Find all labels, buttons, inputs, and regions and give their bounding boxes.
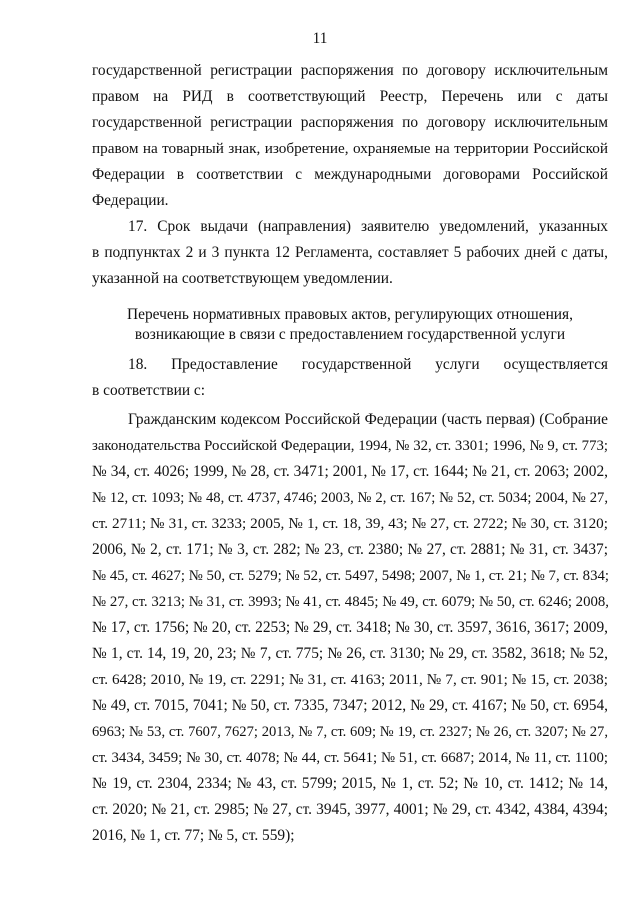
text-line: № 17, ст. 1756; № 20, ст. 2253; № 29, ст. 3418; № 30, ст. 3597, 3616, 3617; 2009, — [92, 619, 608, 636]
text-line: Федерации в соответствии с международными договорами Российской — [92, 166, 608, 183]
text-line: № 27, ст. 3213; № 31, ст. 3993; № 41, ст. 4845; № 49, ст. 6079; № 50, ст. 6246; 2008, — [92, 594, 609, 610]
text-line: 2016, № 1, ст. 77; № 5, ст. 559); — [92, 827, 295, 844]
heading-line: Перечень нормативных правовых актов, регулирующих отношения, — [127, 306, 573, 323]
text-line: № 12, ст. 1093; № 48, ст. 4737, 4746; 2003, № 2, ст. 167; № 52, ст. 5034; 2004, № 27, — [92, 490, 608, 506]
text-line: ст. 6428; 2010, № 19, ст. 2291; № 31, ст. 4163; 2011, № 7, ст. 901; № 15, ст. 2038; — [92, 671, 608, 688]
text-line: законодательства Российской Федерации, 1994, № 32, ст. 3301; 1996, № 9, ст. 773; — [92, 438, 608, 454]
text-line: в соответствии с: — [92, 382, 206, 399]
page-number: 11 — [312, 30, 328, 47]
heading-line: возникающие в связи с предоставлением государственной услуги — [134, 326, 566, 343]
text-line: указанной на соответствующем уведомлении. — [92, 270, 393, 287]
text-line: ст. 2711; № 31, ст. 3233; 2005, № 1, ст. 18, 39, 43; № 27, ст. 2722; № 30, ст. 3120; — [92, 515, 608, 532]
text-line: Гражданским кодексом Российской Федерации (часть первая) (Собрание — [128, 411, 608, 428]
text-line: 6963; № 53, ст. 7607, 7627; 2013, № 7, ст. 609; № 19, ст. 2327; № 26, ст. 3207; № 27, — [92, 724, 608, 740]
text-line: 17. Срок выдачи (направления) заявителю уведомлений, указанных — [128, 218, 608, 235]
text-line: ст. 2020; № 21, ст. 2985; № 27, ст. 3945, 3977, 4001; № 29, ст. 4342, 4384, 4394; — [92, 801, 608, 818]
text-line: правом на РИД в соответствующий Реестр, Перечень или с даты — [92, 88, 608, 105]
text-line: Федерации. — [92, 192, 169, 209]
text-line: № 34, ст. 4026; 1999, № 28, ст. 3471; 2001, № 17, ст. 1644; № 21, ст. 2063; 2002, — [92, 463, 608, 480]
text-line: № 45, ст. 4627; № 50, ст. 5279; № 52, ст. 5497, 5498; 2007, № 1, ст. 21; № 7, ст. 834; — [92, 568, 609, 584]
text-line: государственной регистрации распоряжения по договору исключительным — [92, 114, 608, 131]
text-line: № 49, ст. 7015, 7041; № 50, ст. 7335, 7347; 2012, № 29, ст. 4167; № 50, ст. 6954, — [92, 697, 608, 714]
text-line: № 1, ст. 14, 19, 20, 23; № 7, ст. 775; № 26, ст. 3130; № 29, ст. 3582, 3618; № 52, — [92, 645, 608, 662]
text-line: 2006, № 2, ст. 171; № 3, ст. 282; № 23, ст. 2380; № 27, ст. 2881; № 31, ст. 3437; — [92, 541, 608, 558]
text-line: государственной регистрации распоряжения по договору исключительным — [92, 62, 608, 79]
text-line: 18. Предоставление государственной услуги осуществляется — [128, 356, 608, 373]
text-line: в подпунктах 2 и 3 пункта 12 Регламента, составляет 5 рабочих дней с даты, — [92, 244, 608, 261]
text-line: правом на товарный знак, изобретение, охраняемые на территории Российской — [92, 140, 608, 157]
text-line: ст. 3434, 3459; № 30, ст. 4078; № 44, ст. 5641; № 51, ст. 6687; 2014, № 11, ст. 1100; — [92, 750, 608, 766]
text-line: № 19, ст. 2304, 2334; № 43, ст. 5799; 2015, № 1, ст. 52; № 10, ст. 1412; № 14, — [92, 775, 608, 792]
